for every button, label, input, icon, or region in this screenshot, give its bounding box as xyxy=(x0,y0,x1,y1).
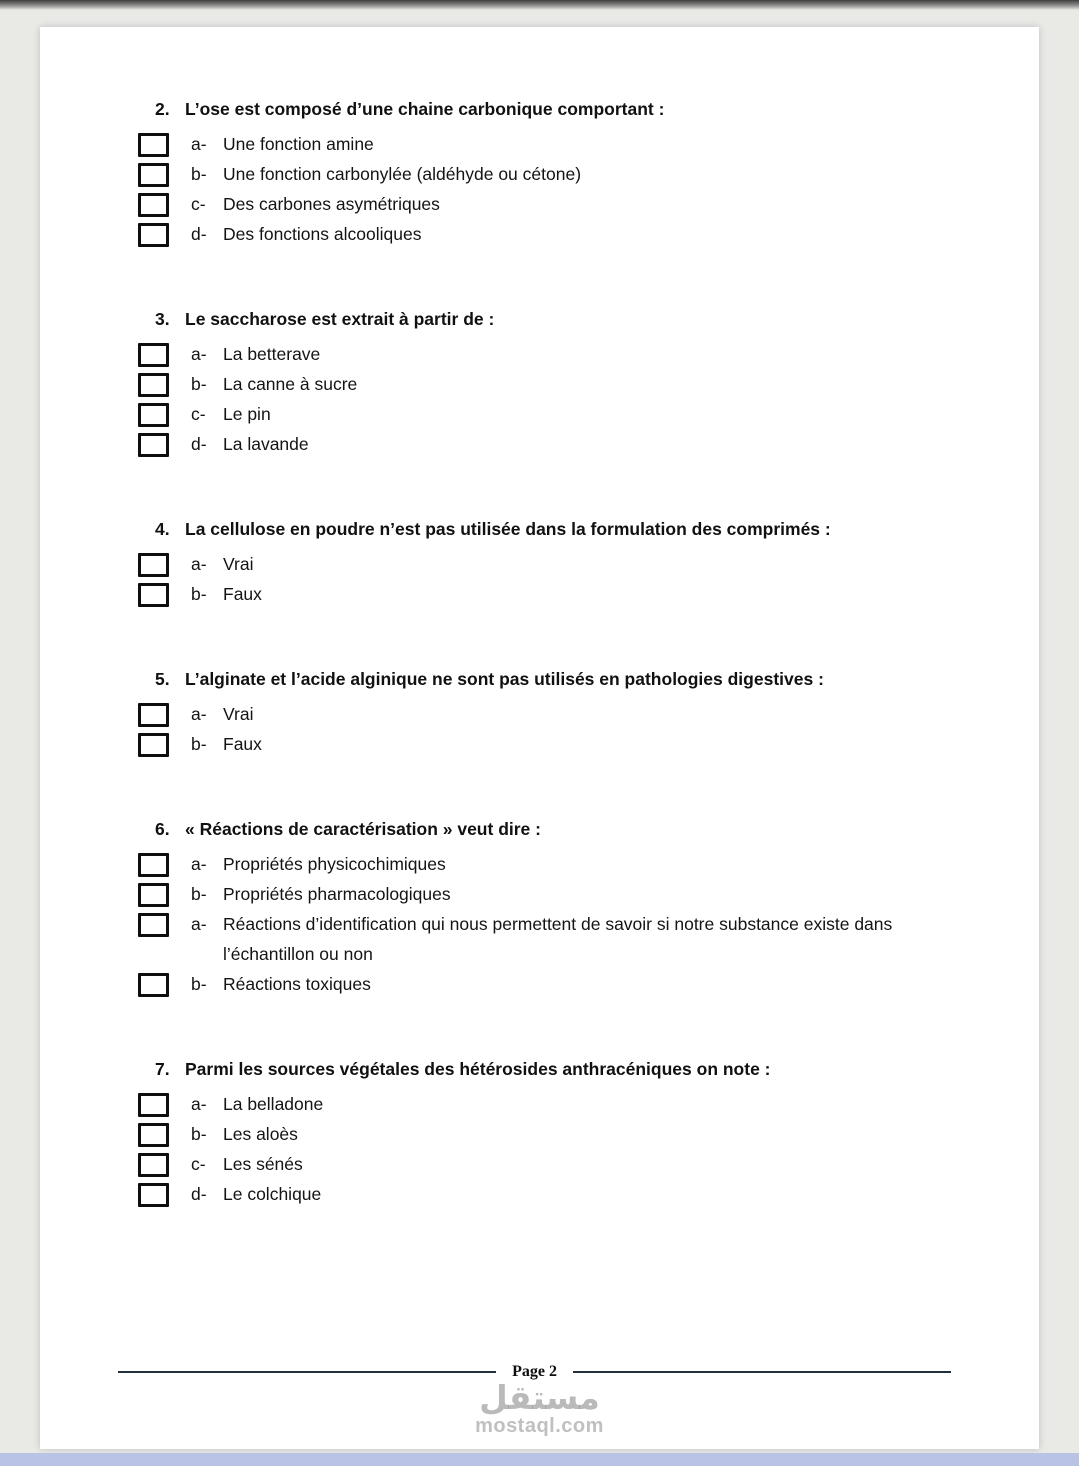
answer-checkbox[interactable] xyxy=(138,913,169,937)
option-letter: b- xyxy=(191,584,207,604)
watermark-arabic-text: مستقل xyxy=(479,1378,600,1418)
option-letter: a- xyxy=(191,704,207,724)
option-text: Réactions toxiques xyxy=(223,974,371,994)
question-text: « Réactions de caractérisation » veut dire : xyxy=(185,819,541,839)
answer-checkbox[interactable] xyxy=(138,733,169,757)
answer-checkbox[interactable] xyxy=(138,163,169,187)
answer-checkbox[interactable] xyxy=(138,193,169,217)
option-row xyxy=(138,1119,979,1149)
question-3 xyxy=(138,307,979,459)
question-4 xyxy=(138,517,979,609)
answer-checkbox[interactable] xyxy=(138,973,169,997)
option-text: La lavande xyxy=(223,434,309,454)
option-row xyxy=(138,909,979,969)
option-letter: a- xyxy=(191,854,207,874)
answer-checkbox[interactable] xyxy=(138,1093,169,1117)
answer-checkbox[interactable] xyxy=(138,403,169,427)
option-text: Le colchique xyxy=(223,1184,322,1204)
option-text: Vrai xyxy=(223,704,254,724)
option-text: Une fonction carbonylée (aldéhyde ou cétone) xyxy=(223,164,582,184)
option-text: Propriétés physicochimiques xyxy=(223,854,446,874)
option-text: Faux xyxy=(223,584,262,604)
scan-edge-top xyxy=(0,0,1079,10)
option-letter: d- xyxy=(191,224,207,244)
option-letter: b- xyxy=(191,884,207,904)
option-text: Les aloès xyxy=(223,1124,298,1144)
answer-checkbox[interactable] xyxy=(138,133,169,157)
option-letter: c- xyxy=(191,1154,206,1174)
question-title xyxy=(138,667,979,691)
option-letter: b- xyxy=(191,1124,207,1144)
answer-checkbox[interactable] xyxy=(138,1183,169,1207)
option-letter: a- xyxy=(191,554,207,574)
option-row xyxy=(138,129,979,159)
option-text: Les sénés xyxy=(223,1154,303,1174)
question-number: 7. xyxy=(155,1059,170,1079)
option-letter: a- xyxy=(191,344,207,364)
option-letter: d- xyxy=(191,434,207,454)
question-text: Parmi les sources végétales des hétérosides anthracéniques on note : xyxy=(185,1059,771,1079)
option-text: La betterave xyxy=(223,344,321,364)
answer-checkbox[interactable] xyxy=(138,223,169,247)
option-row xyxy=(138,1089,979,1119)
option-text: Le pin xyxy=(223,404,271,424)
answer-checkbox[interactable] xyxy=(138,343,169,367)
option-row xyxy=(138,699,979,729)
option-letter: b- xyxy=(191,374,207,394)
option-row xyxy=(138,879,979,909)
option-letter: a- xyxy=(191,134,207,154)
option-row xyxy=(138,219,979,249)
option-text: Propriétés pharmacologiques xyxy=(223,884,451,904)
option-letter: d- xyxy=(191,1184,207,1204)
question-number: 4. xyxy=(155,519,170,539)
footer-rule-left xyxy=(118,1371,496,1373)
answer-checkbox[interactable] xyxy=(138,853,169,877)
question-text: L’alginate et l’acide alginique ne sont pas utilisés en pathologies digestives : xyxy=(185,669,824,689)
page-content xyxy=(40,27,1039,1209)
answer-checkbox[interactable] xyxy=(138,553,169,577)
answer-checkbox[interactable] xyxy=(138,1123,169,1147)
question-6 xyxy=(138,817,979,999)
question-7 xyxy=(138,1057,979,1209)
option-letter: c- xyxy=(191,404,206,424)
watermark xyxy=(40,1378,1039,1437)
option-row xyxy=(138,1149,979,1179)
page-footer xyxy=(118,1363,951,1381)
document-page xyxy=(40,27,1039,1449)
footer-rule-right xyxy=(573,1371,951,1373)
option-row xyxy=(138,1179,979,1209)
option-row xyxy=(138,369,979,399)
option-row xyxy=(138,339,979,369)
answer-checkbox[interactable] xyxy=(138,583,169,607)
option-row xyxy=(138,969,979,999)
question-title xyxy=(138,517,979,541)
option-row xyxy=(138,579,979,609)
answer-checkbox[interactable] xyxy=(138,433,169,457)
question-5 xyxy=(138,667,979,759)
answer-checkbox[interactable] xyxy=(138,373,169,397)
question-text: L’ose est composé d’une chaine carbonique comportant : xyxy=(185,99,665,119)
option-letter: c- xyxy=(191,194,206,214)
question-title xyxy=(138,307,979,331)
option-row xyxy=(138,849,979,879)
question-title xyxy=(138,97,979,121)
option-row xyxy=(138,159,979,189)
answer-checkbox[interactable] xyxy=(138,1153,169,1177)
option-text: La canne à sucre xyxy=(223,374,358,394)
question-text: Le saccharose est extrait à partir de : xyxy=(185,309,495,329)
question-number: 5. xyxy=(155,669,170,689)
answer-checkbox[interactable] xyxy=(138,883,169,907)
option-text: Des fonctions alcooliques xyxy=(223,224,422,244)
option-row xyxy=(138,729,979,759)
option-letter: b- xyxy=(191,974,207,994)
question-title xyxy=(138,1057,979,1081)
option-letter: b- xyxy=(191,734,207,754)
option-row xyxy=(138,189,979,219)
question-number: 3. xyxy=(155,309,170,329)
option-text: Des carbones asymétriques xyxy=(223,194,440,214)
question-2 xyxy=(138,97,979,249)
option-text: Une fonction amine xyxy=(223,134,374,154)
option-letter: a- xyxy=(191,914,207,934)
option-letter: b- xyxy=(191,164,207,184)
page-number-label: Page 2 xyxy=(512,1363,557,1380)
option-row xyxy=(138,399,979,429)
option-text: Vrai xyxy=(223,554,254,574)
option-row xyxy=(138,549,979,579)
scan-edge-bottom xyxy=(0,1453,1079,1466)
option-text: Réactions d’identification qui nous permettent de savoir si notre substance existe dans l’échantillon ou non xyxy=(223,914,893,964)
answer-checkbox[interactable] xyxy=(138,703,169,727)
option-letter: a- xyxy=(191,1094,207,1114)
option-row xyxy=(138,429,979,459)
option-text: Faux xyxy=(223,734,262,754)
question-title xyxy=(138,817,979,841)
option-text: La belladone xyxy=(223,1094,324,1114)
watermark-domain-text: mostaql.com xyxy=(475,1415,604,1437)
question-number: 6. xyxy=(155,819,170,839)
question-text: La cellulose en poudre n’est pas utilisée dans la formulation des comprimés : xyxy=(185,519,831,539)
question-number: 2. xyxy=(155,99,170,119)
